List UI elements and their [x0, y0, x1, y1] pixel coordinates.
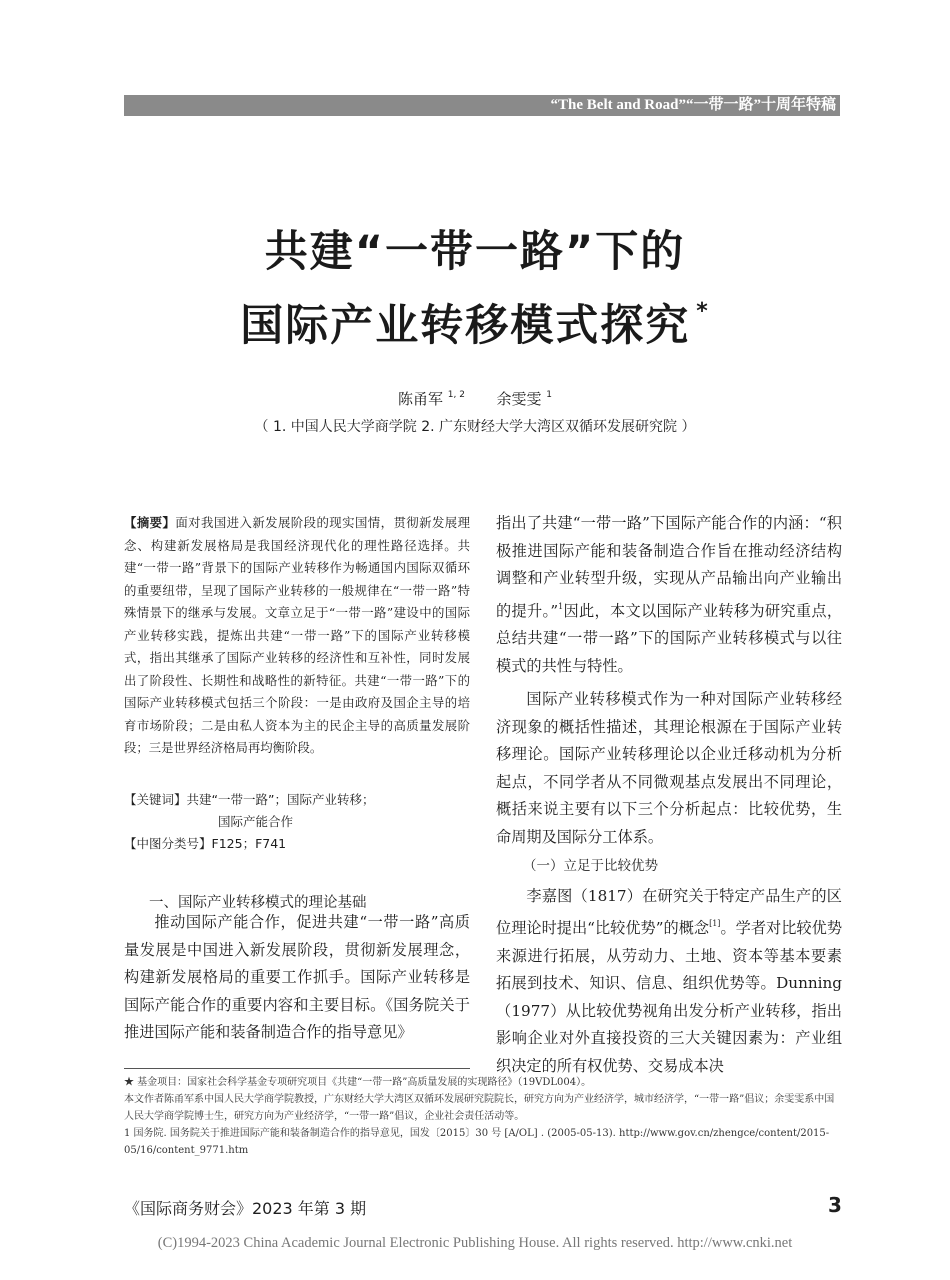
title-line-1: 共建“一带一路”下的 [264, 227, 686, 277]
subsection-heading: （一）立足于比较优势 [523, 858, 658, 874]
abstract-label: 【摘要】 [124, 515, 176, 530]
left-paragraph-1: 推动国际产能合作，促进共建“一带一路”高质量发展是中国进入新发展阶段，贯彻新发展理念，构建新发展格局的重要工作抓手。国际产业转移是国际产能合作的重要内容和主要目标。《国务院关于推进国际产能和装备制造合作的指导意见》 [124, 913, 470, 1041]
footnote-author-info: 本文作者陈甬军系中国人民大学商学院教授，广东财经大学大湾区双循环发展研究院院长，研究方向为产业经济学，城市经济学，“一带一路”倡议；余雯雯系中国人民大学商学院博士生，研究方向为产业经济学，“一带一路”倡议，企业社会责任活动等。 [124, 1094, 835, 1122]
section-1-title: 一、国际产业转移模式的理论基础 [149, 895, 367, 911]
title-line-2-text: 国际产业转移模式探究 [240, 301, 691, 351]
right-column [496, 510, 842, 1080]
keywords-line-1: 共建“一带一路”；国际产业转移； [186, 792, 375, 807]
citation-ref-1: [1] [709, 919, 721, 928]
keywords-line-2: 国际产能合作 [218, 814, 294, 829]
right-p1-tail: 因此，本文以国际产业转移为研究重点，总结共建“一带一路”下的国际产业转移模式与以往模式的共性与特性。 [496, 601, 843, 675]
keywords-label: 【关键词】 [124, 792, 187, 807]
footnote-fund: ★ 基金项目：国家社会科学基金专项研究项目《共建“一带一路”高质量发展的实现路径》（19VDL004）。 [124, 1077, 592, 1088]
journal-name: 《国际商务财会》2023 年第 3 期 [124, 1199, 367, 1218]
right-paragraph-3 [496, 883, 842, 1081]
right-p3-text-b: 。学者对比较优势来源进行拓展，从劳动力、土地、资本等基本要素拓展到技术、知识、信息、组织优势等。Dunning（1977）从比较优势视角出发分析产业转移，指出影响企业对外直接投资的三大关键因素为：产业组织决定的所有权优势、交易成本决 [496, 919, 843, 1075]
copyright-notice: (C)1994-2023 China Academic Journal Electronic Publishing House. All rights reserved. http://www.cnki.net [157, 1235, 793, 1251]
footnote-1: 1 国务院. 国务院关于推进国际产能和装备制造合作的指导意见，国发〔2015〕30 号 [A/OL] . (2005-05-13). http://www.gov.cn/zhengce/content/2015-05/16/content_9771.htm [124, 1128, 830, 1156]
abstract-text: 面对我国进入新发展阶段的现实国情，贯彻新发展理念、构建新发展格局是我国经济现代化的理性路径选择。共建“一带一路”背景下的国际产业转移作为畅通国内国际双循环的重要纽带，呈现了国际产业转移的一般规律在“一带一路”特殊情景下的继承与发展。文章立足于“一带一路”建设中的国际产业转移实践，提炼出共建“一带一路”下的国际产业转移模式，指出其继承了国际产业转移的经济性和互补性，同时发展出了阶段性、长期性和战略性的新特征。共建“一带一路”下的国际产业转移模式包括三个阶段：一是由政府及国企主导的培育市场阶段；二是由私人资本为主的民企主导的高质量发展阶段；三是世界经济格局再均衡阶段。 [124, 515, 471, 755]
footnote-divider [124, 1068, 470, 1069]
affiliations: （ 1. 中国人民大学商学院 2. 广东财经大学大湾区双循环发展研究院 ） [254, 419, 696, 435]
author-2-affil: 1 [546, 390, 553, 400]
author-1: 陈甬军 [397, 390, 443, 408]
keywords [124, 789, 470, 811]
author-1-affil: 1, 2 [447, 390, 465, 400]
footnotes [124, 1074, 840, 1159]
right-p1-text: 指出了共建“一带一路”下国际产能合作的内涵：“积极推进国际产能和装备制造合作旨在推动经济结构调整和产业转型升级，实现从产品输出向产业输出的提升。” [496, 514, 842, 620]
right-paragraph-2: 国际产业转移模式作为一种对国际产业转移经济现象的概括性描述，其理论根源在于国际产业转移理论。国际产业转移理论以企业迁移动机为分析起点，不同学者从不同微观基点发展出不同理论，概括来说主要有以下三个分析起点：比较优势，生命周期及国际分工体系。 [496, 690, 842, 846]
header-banner-text: “The Belt and Road”“一带一路”十周年特稿 [550, 97, 836, 113]
right-p3-text-a: 李嘉图（1817）在研究关于特定产品生产的区位理论时提出“比较优势”的概念 [496, 886, 842, 937]
classification-value: F125；F741 [211, 836, 287, 851]
title-footnote-star: * [696, 299, 710, 324]
footnote-ref-1: 1 [558, 601, 564, 611]
header-banner-bar [124, 95, 840, 116]
author-2: 余雯雯 [496, 390, 542, 408]
right-paragraph-1 [496, 510, 842, 680]
classification [124, 833, 470, 855]
page-number: 3 [828, 1193, 842, 1217]
classification-label: 【中图分类号】 [124, 836, 212, 851]
abstract [124, 512, 470, 760]
title-line-2 [0, 284, 950, 354]
left-column [124, 909, 470, 1047]
author-line [0, 388, 950, 409]
